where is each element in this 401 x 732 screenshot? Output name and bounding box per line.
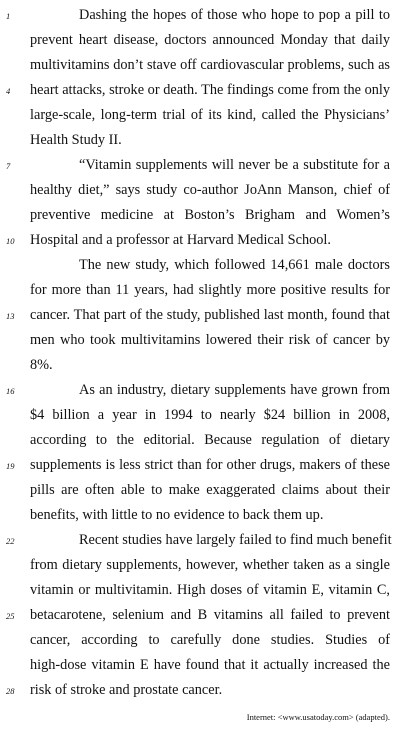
line-text: healthy diet,” says study co-author JoAnn Manson, chief of — [30, 182, 390, 198]
line-text: pills are often able to make exaggerated claims about their — [30, 482, 390, 498]
line-text: 8%. — [30, 357, 53, 373]
line-text: men who took multivitamins lowered their risk of cancer by — [30, 332, 390, 348]
line-text: prevent heart disease, doctors announced Monday that daily — [30, 32, 390, 48]
text-line — [30, 628, 390, 653]
text-line — [30, 128, 390, 153]
line-text: heart attacks, stroke or death. The findings come from the only — [30, 82, 390, 98]
line-text: Hospital and a professor at Harvard Medical School. — [30, 232, 331, 248]
text-line — [30, 503, 390, 528]
text-line — [30, 203, 390, 228]
line-text: Recent studies have largely failed to find much benefit — [79, 532, 392, 548]
line-text: large-scale, long-term trial of its kind, called the Physicians’ — [30, 107, 390, 123]
line-text: Dashing the hopes of those who hope to pop a pill to — [79, 7, 390, 23]
text-line — [6, 78, 390, 103]
line-number: 25 — [6, 611, 15, 621]
line-number: 16 — [6, 386, 15, 396]
text-line — [6, 528, 392, 553]
text-line — [30, 53, 390, 78]
text-line — [30, 428, 390, 453]
line-number: 22 — [6, 536, 15, 546]
line-number: 1 — [6, 11, 11, 21]
text-line — [30, 178, 390, 203]
line-text: “Vitamin supplements will never be a substitute for a — [79, 157, 390, 173]
line-number: 19 — [6, 461, 15, 471]
line-text: vitamin or multivitamin. High doses of vitamin E, vitamin C, — [30, 582, 390, 598]
source-citation: Internet: <www.usatoday.com> (adapted). — [246, 712, 390, 722]
text-line — [30, 478, 390, 503]
line-text: betacarotene, selenium and B vitamins all failed to prevent — [30, 607, 390, 623]
line-text: Health Study II. — [30, 132, 122, 148]
line-text: benefits, with little to no evidence to back them up. — [30, 507, 324, 523]
line-text: $4 billion a year in 1994 to nearly $24 billion in 2008, — [30, 407, 390, 423]
line-text: The new study, which followed 14,661 male doctors — [79, 257, 390, 273]
line-text: cancer. That part of the study, published last month, found that — [30, 307, 390, 323]
line-text: from dietary supplements, however, whether taken as a single — [30, 557, 390, 573]
line-text: preventive medicine at Boston’s Brigham and Women’s — [30, 207, 390, 223]
line-number: 7 — [6, 161, 11, 171]
text-line — [6, 303, 390, 328]
line-text: multivitamins don’t stave off cardiovascular problems, such as — [30, 57, 390, 73]
line-text: for more than 11 years, had slightly more positive results for — [30, 282, 390, 298]
article-text — [6, 3, 392, 703]
line-text: cancer, according to carefully done studies. Studies of — [30, 632, 390, 648]
line-number: 28 — [6, 686, 15, 696]
line-text: risk of stroke and prostate cancer. — [30, 682, 223, 698]
text-line — [6, 378, 390, 403]
text-line — [6, 453, 390, 478]
text-line — [30, 578, 390, 603]
text-line — [6, 228, 390, 253]
line-text: high-dose vitamin E have found that it actually increased the — [30, 657, 390, 673]
line-number: 4 — [6, 86, 11, 96]
line-text: supplements is less strict than for other drugs, makers of these — [30, 457, 390, 473]
text-line — [6, 3, 390, 28]
text-line — [30, 253, 390, 278]
text-line — [6, 678, 390, 703]
text-line — [30, 403, 390, 428]
text-line — [30, 328, 390, 353]
text-line — [30, 28, 390, 53]
line-text: As an industry, dietary supplements have grown from — [79, 382, 390, 398]
line-text: according to the editorial. Because regulation of dietary — [30, 432, 390, 448]
text-line — [30, 278, 390, 303]
text-line — [30, 653, 390, 678]
line-number: 10 — [6, 236, 15, 246]
text-line — [6, 603, 390, 628]
text-line — [6, 153, 390, 178]
line-number: 13 — [6, 311, 15, 321]
text-line — [30, 353, 390, 378]
text-line — [30, 103, 390, 128]
text-line — [30, 553, 390, 578]
